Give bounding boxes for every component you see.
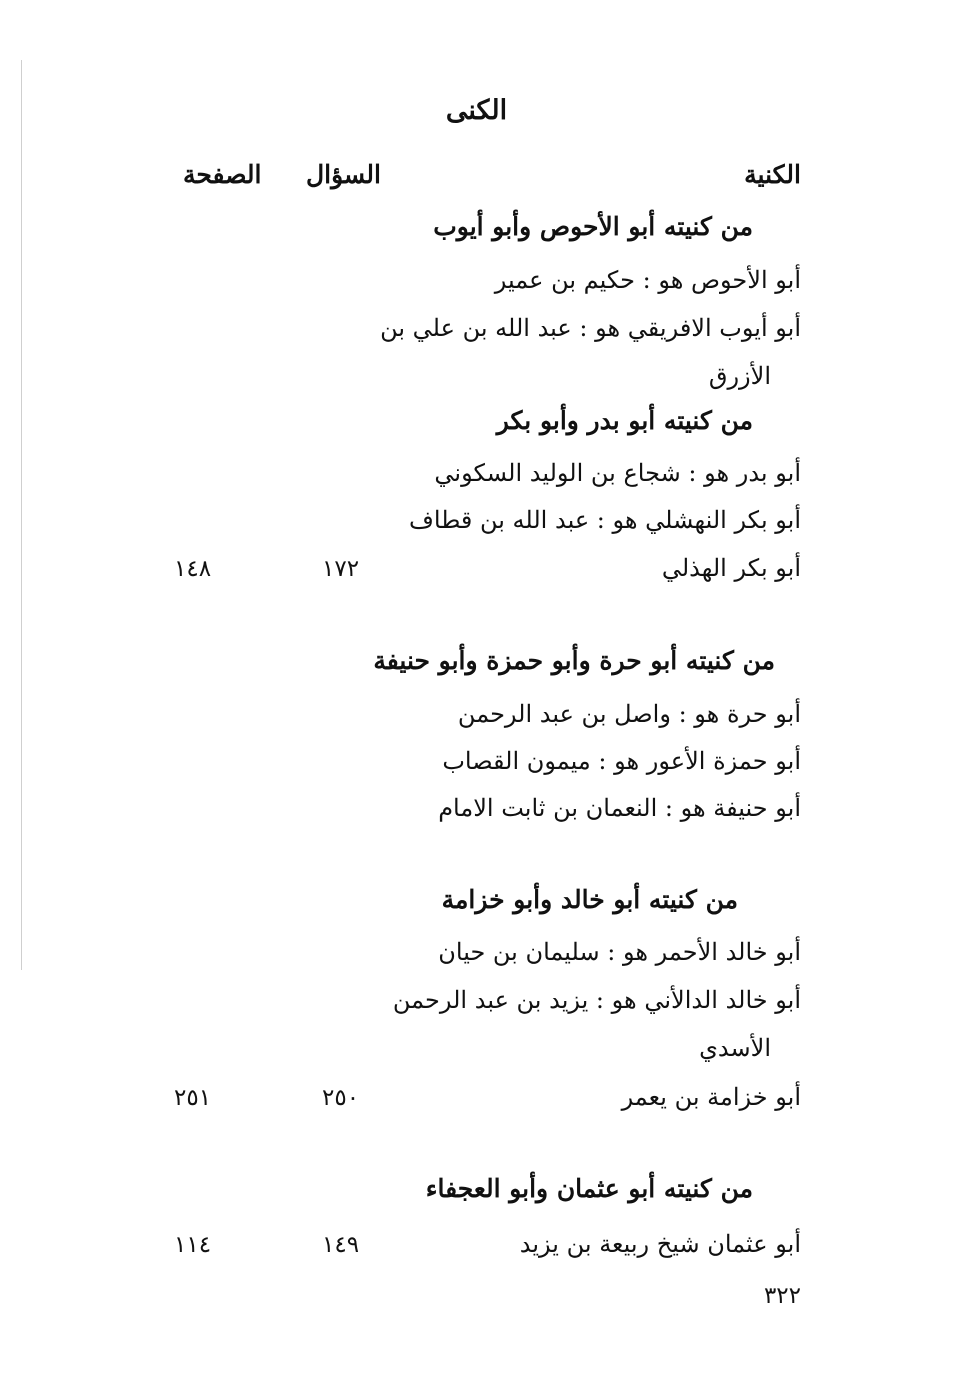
- margin-rule: [21, 60, 22, 970]
- entry-continuation: الأسدي: [699, 1034, 771, 1062]
- section-heading: من كنيته أبو حرة وأبو حمزة وأبو حنيفة: [373, 646, 775, 675]
- entry-line: أبو حمزة الأعور هو : ميمون القصاب: [442, 747, 801, 775]
- question-number: ١٧٢: [322, 556, 360, 582]
- question-number: ١٤٩: [322, 1232, 360, 1258]
- entry-line: أبو حنيفة هو : النعمان بن ثابت الامام: [438, 794, 801, 822]
- entry-line: أبو حرة هو : واصل بن عبد الرحمن: [457, 700, 801, 728]
- entry-line: أبو أيوب الافريقي هو : عبد الله بن علي بن: [380, 314, 801, 342]
- column-header-kunya: الكنية: [744, 160, 801, 189]
- entry-line: أبو خالد الأحمر هو : سليمان بن حيان: [438, 938, 801, 966]
- entry-line: أبو خالد الدالأني هو : يزيد بن عبد الرحمن: [392, 986, 801, 1014]
- column-header-question: السؤال: [306, 160, 381, 189]
- column-header-page: الصفحة: [183, 160, 262, 189]
- page-reference: ١٤٨: [174, 556, 212, 582]
- entry-line: أبو عثمان شيخ ربيعة بن يزيد: [519, 1230, 801, 1258]
- section-heading: من كنيته أبو خالد وأبو خزامة: [441, 885, 738, 914]
- question-number: ٢٥٠: [322, 1085, 360, 1111]
- entry-line: أبو بكر الهذلي: [661, 554, 801, 582]
- page-number: ٣٢٢: [763, 1283, 801, 1309]
- section-heading: من كنيته أبو عثمان وأبو العجفاء: [425, 1174, 753, 1203]
- entry-continuation: الأزرق: [708, 362, 771, 390]
- section-heading: من كنيته أبو الأحوص وأبو أيوب: [433, 212, 753, 241]
- entry-line: أبو بدر هو : شجاع بن الوليد السكوني: [434, 459, 801, 487]
- entry-line: أبو الأحوص هو : حكيم بن عمير: [494, 266, 801, 294]
- section-heading: من كنيته أبو بدر وأبو بكر: [496, 406, 753, 435]
- page-title: الكنى: [445, 95, 508, 126]
- page-reference: ٢٥١: [174, 1085, 212, 1111]
- entry-line: أبو بكر النهشلي هو : عبد الله بن قطاف: [409, 506, 801, 534]
- entry-line: أبو خزامة بن يعمر: [621, 1083, 801, 1111]
- page-reference: ١١٤: [174, 1232, 212, 1258]
